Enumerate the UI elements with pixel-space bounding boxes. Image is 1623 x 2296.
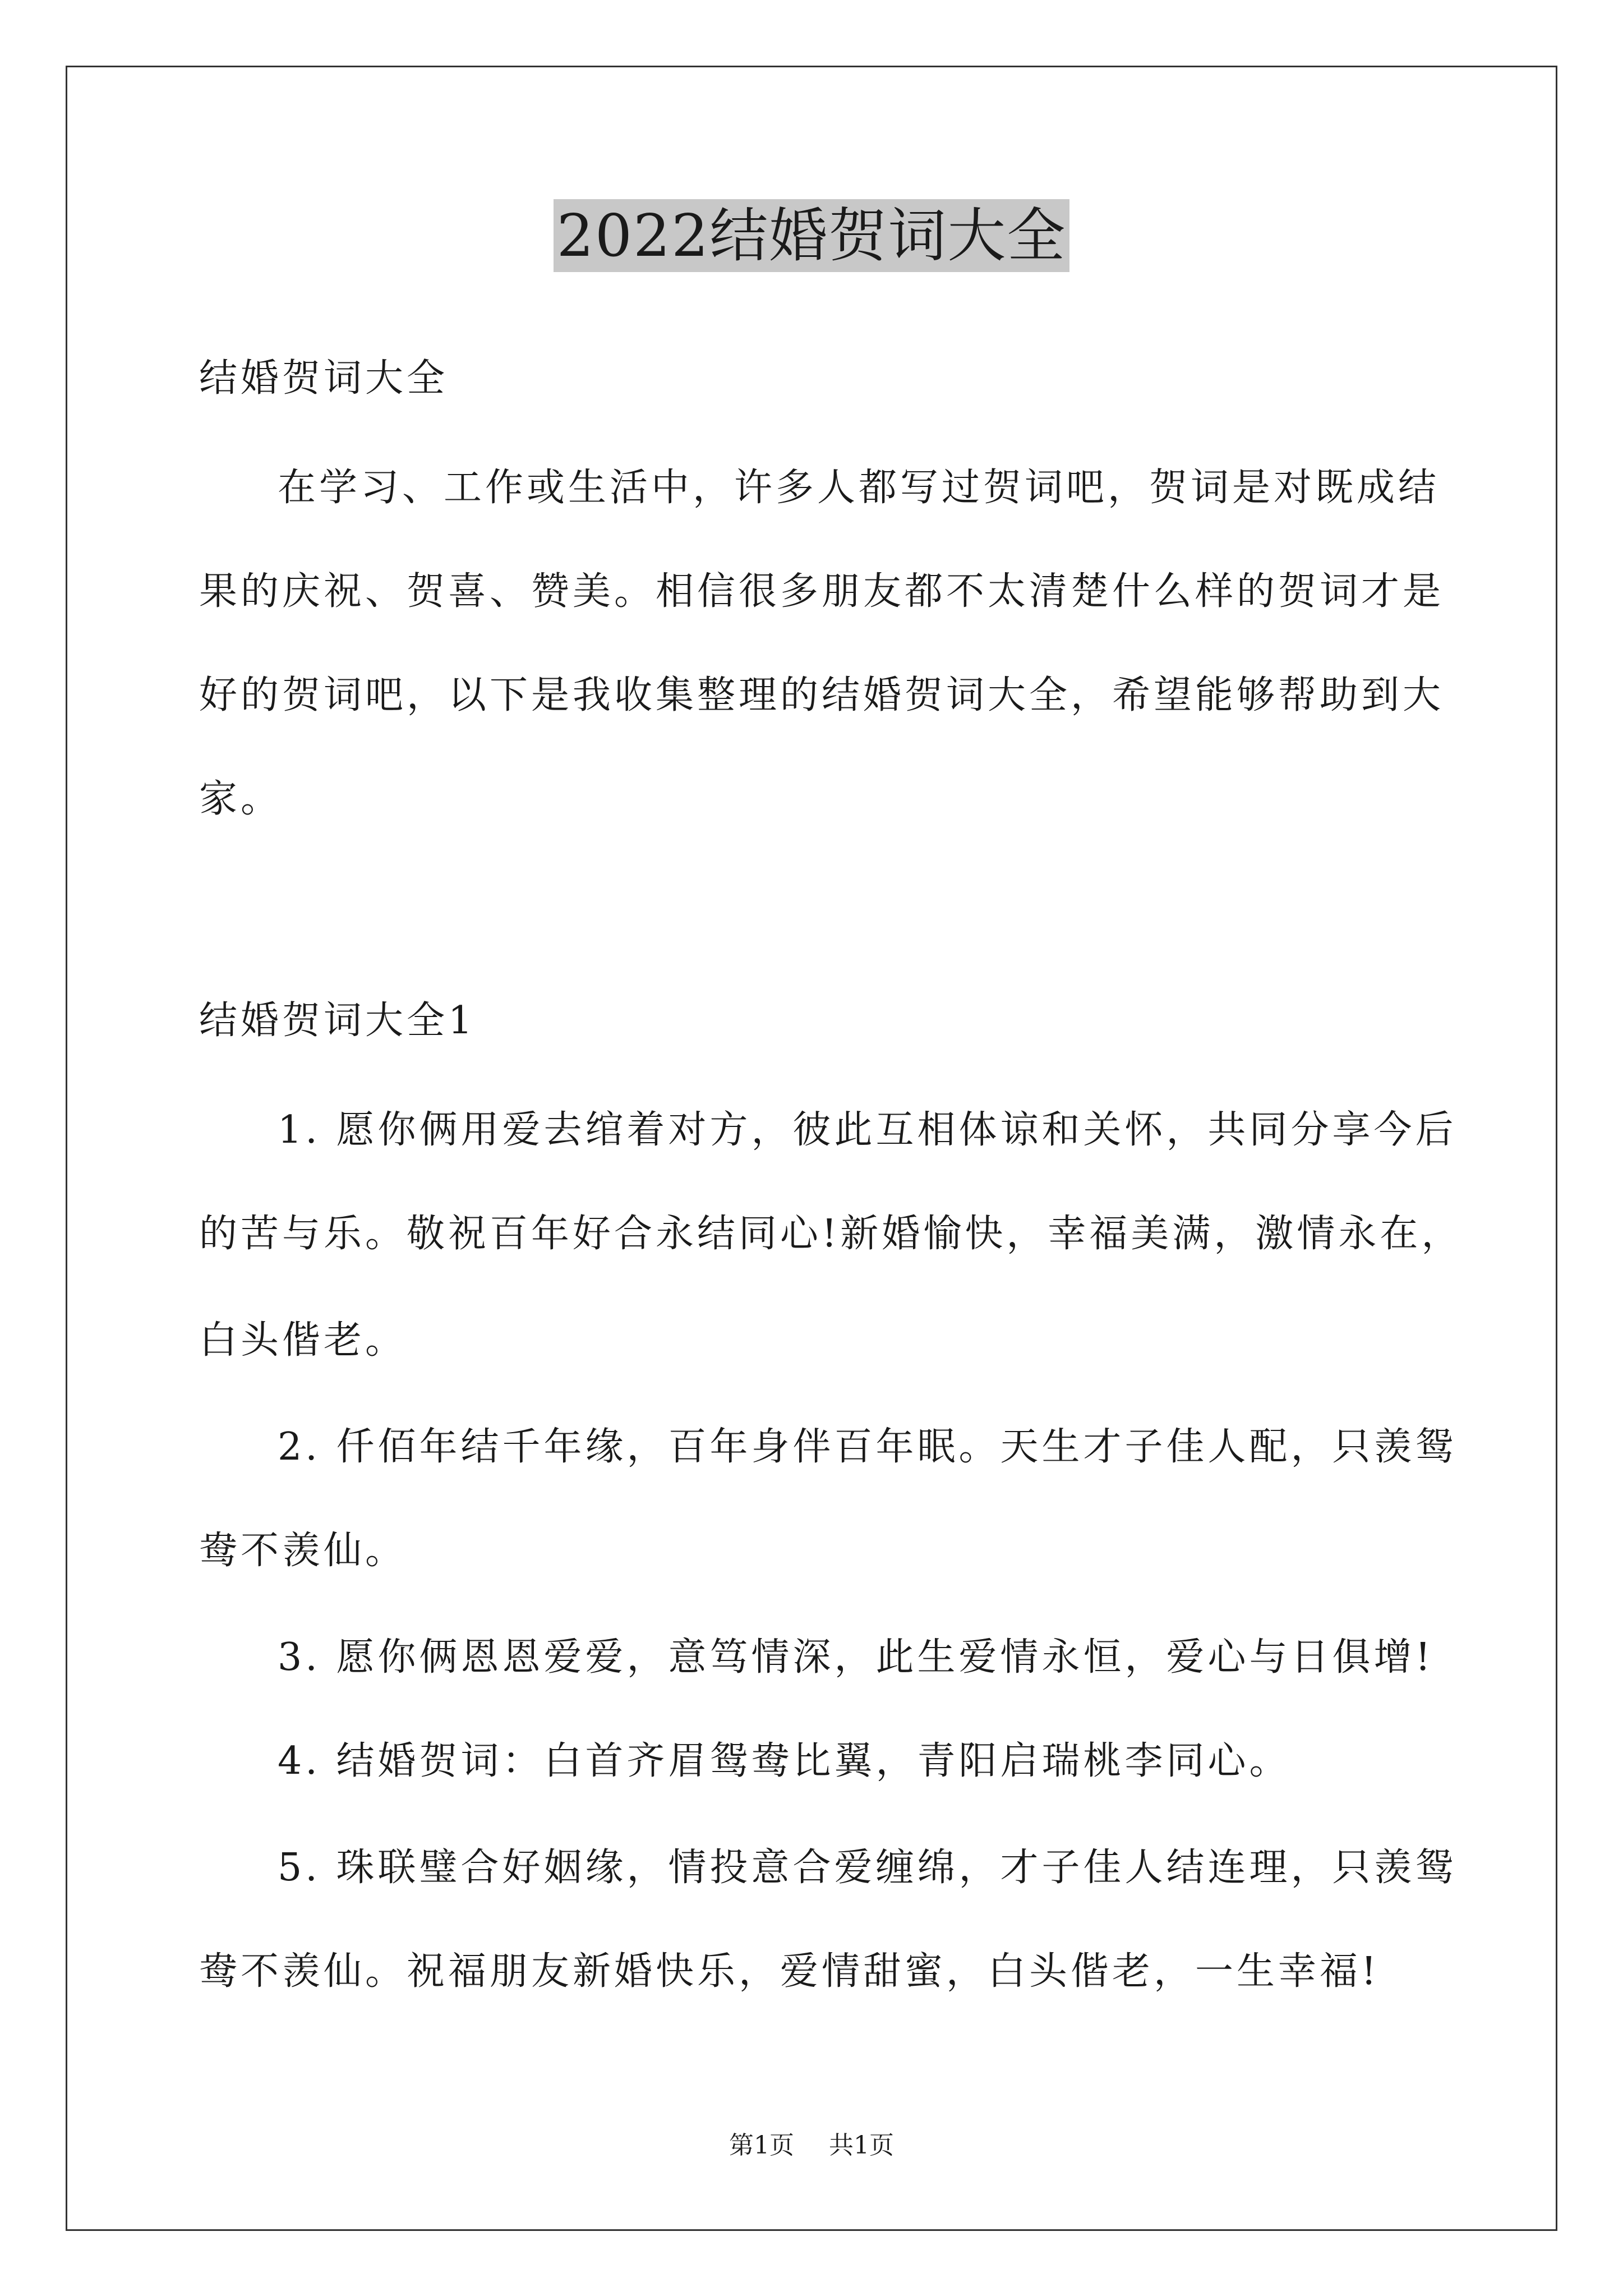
item-2-line-1: 2. 仟佰年结千年缘，百年身伴百年眠。天生才子佳人配，只羡鸳 bbox=[278, 1425, 1457, 1469]
intro-line-4: 家。 bbox=[199, 777, 283, 821]
item-5-line-1: 5. 珠联璧合好姻缘，情投意合爱缠绵，才子佳人结连理，只羡鸳 bbox=[278, 1846, 1457, 1890]
intro-line-1: 在学习、工作或生活中，许多人都写过贺词吧，贺词是对既成结 bbox=[278, 466, 1440, 510]
page-footer bbox=[0, 2129, 1623, 2162]
document-title: 2022结婚贺词大全 bbox=[554, 199, 1070, 272]
page-number: 第1页 bbox=[729, 2131, 794, 2160]
item-1-line-3: 白头偕老。 bbox=[199, 1318, 407, 1363]
intro-line-2: 果的庆祝、贺喜、赞美。相信很多朋友都不太清楚什么样的贺词才是 bbox=[199, 569, 1445, 614]
item-4-line-1: 4. 结婚贺词：白首齐眉鸳鸯比翼，青阳启瑞桃李同心。 bbox=[278, 1739, 1291, 1783]
item-1-line-2: 的苦与乐。敬祝百年好合永结同心!新婚愉快，幸福美满，激情永在， bbox=[199, 1212, 1463, 1256]
page-total: 共1页 bbox=[829, 2131, 894, 2160]
item-2-line-2: 鸯不羡仙。 bbox=[199, 1529, 407, 1573]
item-5-line-2: 鸯不羡仙。祝福朋友新婚快乐，爱情甜蜜，白头偕老，一生幸福! bbox=[199, 1949, 1380, 1994]
item-1-line-1: 1. 愿你俩用爱去绾着对方，彼此互相体谅和关怀，共同分享今后 bbox=[278, 1108, 1457, 1152]
section-heading: 结婚贺词大全1 bbox=[199, 999, 476, 1043]
intro-line-3: 好的贺词吧，以下是我收集整理的结婚贺词大全，希望能够帮助到大 bbox=[199, 673, 1445, 717]
document-subtitle: 结婚贺词大全 bbox=[199, 356, 449, 401]
item-3-line-1: 3. 愿你俩恩恩爱爱，意笃情深，此生爱情永恒，爱心与日俱增! bbox=[278, 1635, 1434, 1680]
title-container bbox=[0, 199, 1623, 272]
